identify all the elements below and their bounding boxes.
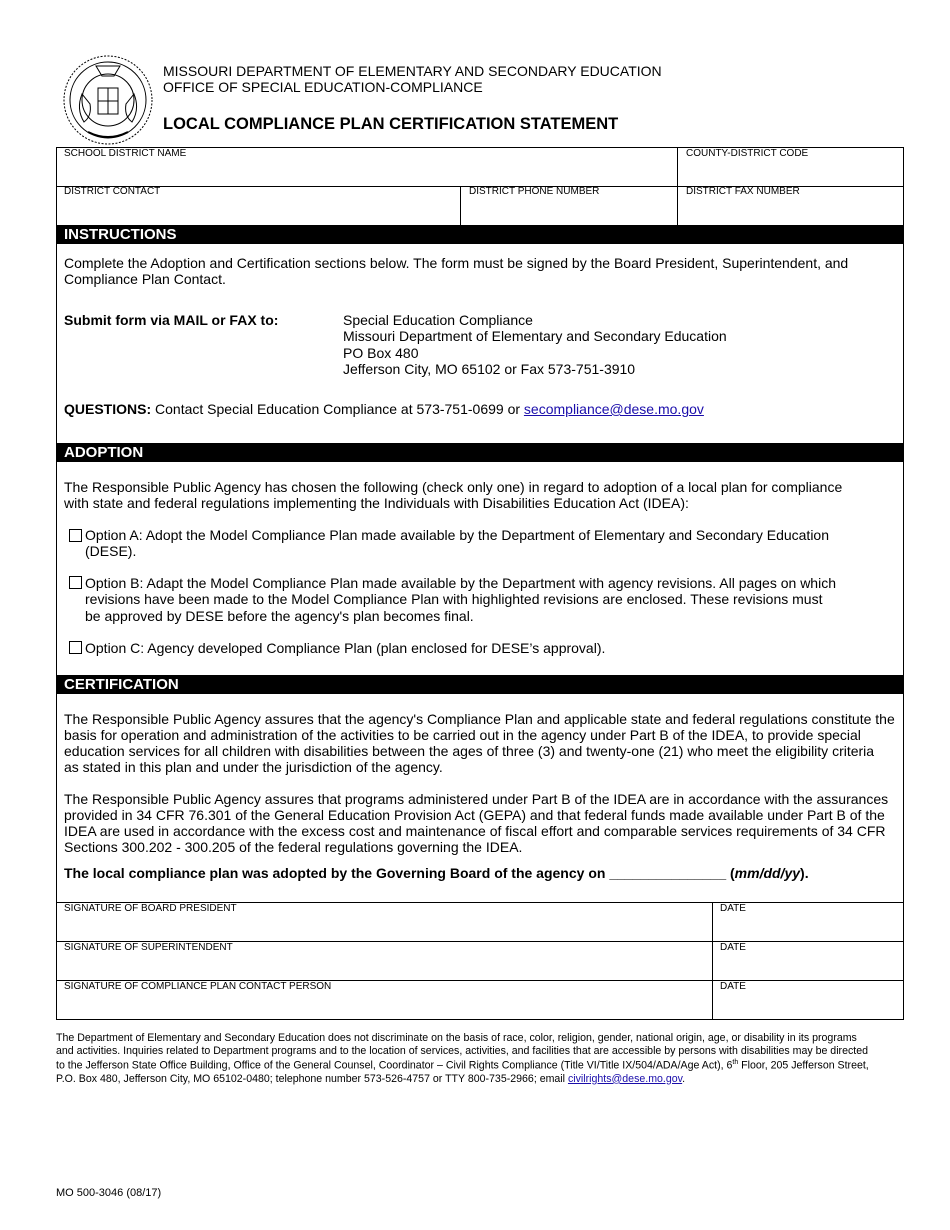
- option-a-line-1: Option A: Adopt the Model Compliance Plan made available by the Department of Elementary and Secondary Education: [85, 527, 830, 543]
- board-president-signature-label: SIGNATURE OF BOARD PRESIDENT: [64, 903, 237, 914]
- county-district-code-label: COUNTY-DISTRICT CODE: [686, 148, 809, 159]
- form-title: LOCAL COMPLIANCE PLAN CERTIFICATION STATEMENT: [163, 115, 619, 133]
- address-line-1: Special Education Compliance: [343, 312, 533, 328]
- certification-para1-line-3: education services for all children with disabilities between the ages of three (3) and twenty-one (21) who meet the eligibility criteria: [64, 743, 875, 759]
- option-b-line-3: be approved by DESE before the agency's plan becomes final.: [85, 608, 474, 624]
- questions-text: Contact Special Education Compliance at 573-751-0699 or: [151, 401, 524, 417]
- board-president-date-field[interactable]: [713, 915, 903, 941]
- option-b-line-2: revisions have been made to the Model Compliance Plan with highlighted revisions are enclosed. These revisions must: [85, 591, 823, 607]
- district-phone-field[interactable]: [461, 199, 676, 225]
- certification-para1-line-1: The Responsible Public Agency assures that the agency's Compliance Plan and applicable state and federal regulations constitute the: [64, 711, 895, 727]
- adopted-statement-text: The local compliance plan was adopted by the Governing Board of the agency on _______________ (: [64, 865, 735, 881]
- contact-person-signature-field[interactable]: [57, 993, 711, 1019]
- board-president-date-label: DATE: [720, 903, 746, 914]
- option-c-line-1: Option C: Agency developed Compliance Plan (plan enclosed for DESE’s approval).: [85, 640, 606, 656]
- adopted-statement-close: ).: [800, 865, 809, 881]
- county-district-code-field[interactable]: [678, 160, 903, 185]
- address-line-3: PO Box 480: [343, 345, 419, 361]
- superintendent-signature-label: SIGNATURE OF SUPERINTENDENT: [64, 942, 233, 953]
- civilrights-email-link[interactable]: civilrights@dese.mo.gov: [567, 1072, 683, 1085]
- notice-line-3-sup: th: [732, 1059, 739, 1067]
- option-c-checkbox[interactable]: [69, 641, 82, 654]
- district-phone-label: DISTRICT PHONE NUMBER: [469, 186, 600, 197]
- notice-line-1: The Department of Elementary and Secondary Education does not discriminate on the basis of race, color, religion, gender, national origin, age, or disability in its programs: [56, 1032, 857, 1044]
- option-a-line-2: (DESE).: [85, 543, 137, 559]
- contact-person-date-label: DATE: [720, 981, 746, 992]
- option-b-checkbox[interactable]: [69, 576, 82, 589]
- superintendent-signature-field[interactable]: [57, 954, 711, 980]
- adoption-intro-line-2: with state and federal regulations implementing the Individuals with Disabilities Education Act (IDEA):: [64, 495, 689, 511]
- certification-heading: CERTIFICATION: [56, 675, 904, 694]
- superintendent-date-label: DATE: [720, 942, 746, 953]
- adoption-intro-line-1: The Responsible Public Agency has chosen the following (check only one) in regard to adoption of a local plan for compliance: [64, 479, 843, 495]
- board-president-signature-field[interactable]: [57, 915, 711, 941]
- district-contact-field[interactable]: [57, 199, 459, 225]
- certification-para2-line-4: Sections 300.202 - 300.205 of the federal regulations governing the IDEA.: [64, 839, 523, 855]
- submit-form-label: Submit form via MAIL or FAX to:: [64, 312, 279, 328]
- instructions-intro-line-1: Complete the Adoption and Certification sections below. The form must be signed by the Board President, Superintendent, and: [64, 255, 849, 271]
- contact-person-date-field[interactable]: [713, 993, 903, 1019]
- org-line-1: MISSOURI DEPARTMENT OF ELEMENTARY AND SECONDARY EDUCATION: [163, 63, 662, 79]
- address-line-4: Jefferson City, MO 65102 or Fax 573-751-3910: [343, 361, 636, 377]
- form-number: MO 500-3046 (08/17): [56, 1187, 162, 1199]
- notice-line-2: and activities. Inquiries related to Department programs and to the location of services, activities, and facilities that are accessible by persons with disabilities may be directed: [56, 1044, 868, 1057]
- missouri-state-seal-icon: [62, 54, 154, 146]
- instructions-heading: INSTRUCTIONS: [56, 225, 904, 244]
- option-b-line-1: Option B: Adapt the Model Compliance Plan made available by the Department with agency revisions. All pages on which: [85, 575, 836, 591]
- org-line-2: OFFICE OF SPECIAL EDUCATION-COMPLIANCE: [163, 79, 483, 95]
- nondiscrimination-notice: [56, 1032, 904, 1085]
- notice-line-4-text: P.O. Box 480, Jefferson City, MO 65102-0480; telephone number 573-526-4757 or TTY 800-735-2966; email: [56, 1072, 568, 1085]
- notice-line-3a: to the Jefferson State Office Building, Office of the General Counsel, Coordinator – Civil Rights Compliance (Title VI/Title IX/504/ADA/Age Act), 6: [56, 1059, 733, 1072]
- adoption-heading: ADOPTION: [56, 443, 904, 462]
- questions-label: QUESTIONS:: [64, 401, 152, 417]
- secompliance-email-link[interactable]: secompliance@dese.mo.gov: [523, 401, 704, 417]
- notice-line-3b: Floor, 205 Jefferson Street,: [738, 1059, 869, 1072]
- district-contact-label: DISTRICT CONTACT: [64, 186, 161, 197]
- option-a-checkbox[interactable]: [69, 529, 82, 542]
- superintendent-date-field[interactable]: [713, 954, 903, 980]
- certification-para1-line-4: as stated in this plan and under the jurisdiction of the agency.: [64, 759, 443, 775]
- adopted-statement: [64, 865, 809, 881]
- certification-para2-line-1: The Responsible Public Agency assures that programs administered under Part B of the IDEA are in accordance with the assurances: [64, 791, 889, 807]
- notice-line-4-end: .: [682, 1072, 686, 1085]
- school-district-name-field[interactable]: [57, 160, 676, 185]
- instructions-intro-line-2: Compliance Plan Contact.: [64, 271, 226, 287]
- questions-line: [64, 401, 704, 417]
- contact-person-signature-label: SIGNATURE OF COMPLIANCE PLAN CONTACT PERSON: [64, 981, 332, 992]
- certification-para1-line-2: basis for operation and administration of the activities to be carried out in the agency under Part B of the IDEA, to provide special: [64, 727, 861, 743]
- district-fax-field[interactable]: [678, 199, 903, 225]
- school-district-name-label: SCHOOL DISTRICT NAME: [64, 148, 187, 159]
- notice-line-3: [56, 1057, 904, 1072]
- district-fax-label: DISTRICT FAX NUMBER: [686, 186, 800, 197]
- address-line-2: Missouri Department of Elementary and Secondary Education: [343, 328, 727, 344]
- notice-line-4: [56, 1073, 904, 1086]
- department-header: [163, 63, 662, 95]
- adopted-date-format: mm/dd/yy: [734, 865, 801, 881]
- certification-para2-line-3: IDEA are used in accordance with the excess cost and maintenance of fiscal effort and comparable services requirements of 34 CFR: [64, 823, 886, 839]
- certification-para2-line-2: provided in 34 CFR 76.301 of the General Education Provision Act (GEPA) and that federal funds made available under Part B of the: [64, 807, 885, 823]
